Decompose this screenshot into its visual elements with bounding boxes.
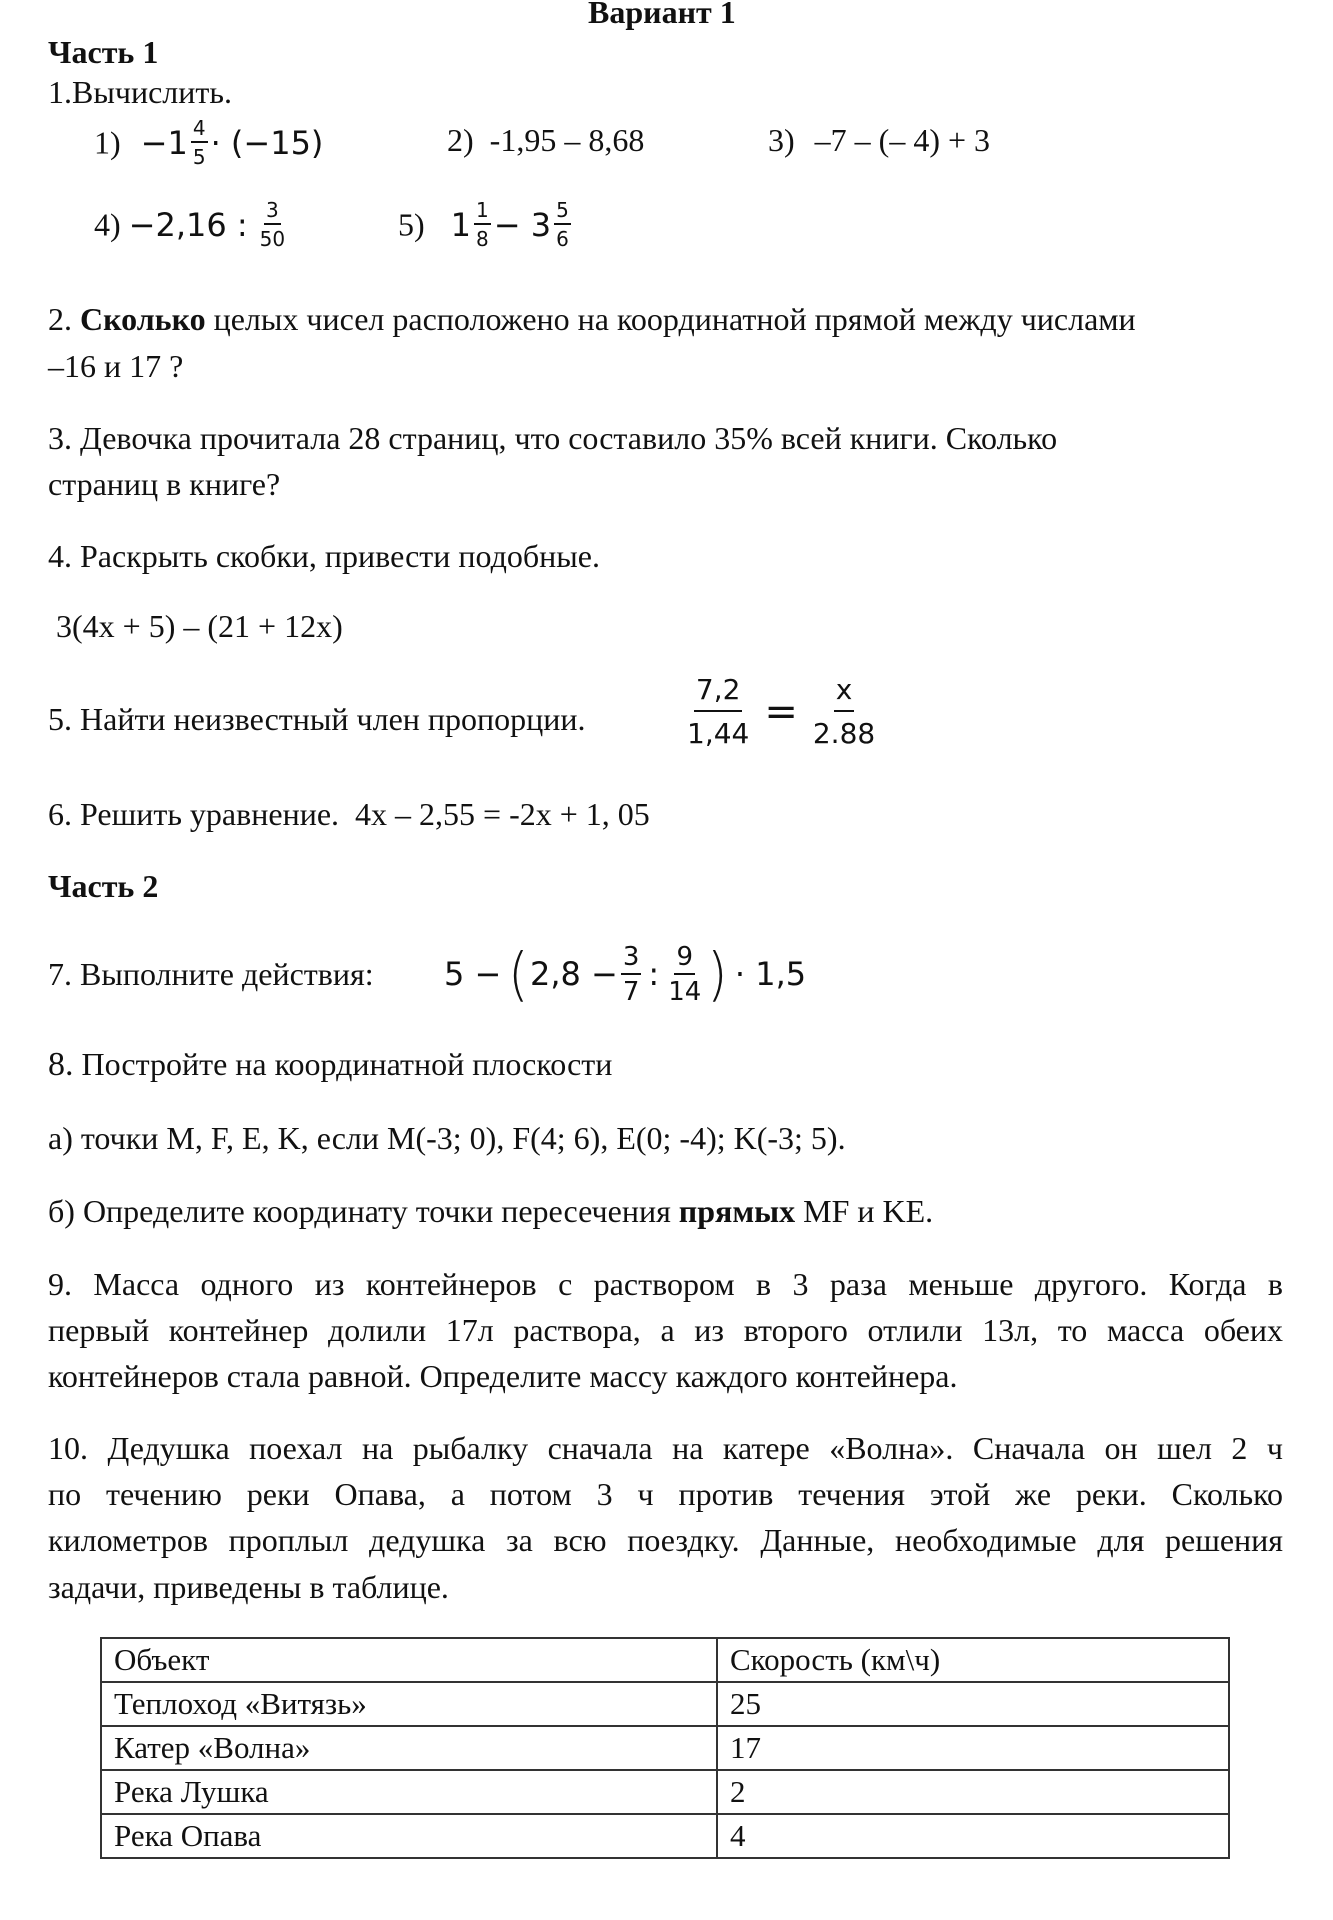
- item5-expression: [451, 200, 574, 249]
- speed-table: [100, 1637, 1230, 1859]
- table-cell: Катер «Волна»: [101, 1726, 717, 1770]
- part2-heading: Часть 2: [48, 868, 159, 904]
- item-number: 1): [94, 124, 121, 161]
- fraction-numerator: 3: [621, 944, 642, 975]
- fraction-numerator: x: [834, 676, 855, 712]
- task7-label: 7. Выполните действия:: [48, 956, 374, 992]
- fraction-numerator: 7,2: [694, 676, 743, 712]
- task7-tail: · 1,5: [734, 955, 807, 993]
- task10-line1: 10. Дедушка поехал на рыбалку сначала на катере «Волна». Сначала он шел 2 ч: [48, 1430, 1283, 1466]
- task7-fraction2: [666, 941, 703, 1007]
- task4-label: 4. Раскрыть скобки, привести подобные.: [48, 538, 600, 574]
- task2-line1: [48, 297, 1136, 341]
- table-cell: 4: [717, 1814, 1229, 1858]
- table-header-cell: Объект: [101, 1638, 717, 1682]
- item1-tail: · (−15): [210, 123, 324, 162]
- task8-line: [48, 1042, 612, 1087]
- table-cell: Река Опава: [101, 1814, 717, 1858]
- fraction-denominator: 8: [476, 227, 489, 251]
- fraction-numerator: 4: [191, 118, 208, 143]
- task2-text: целых чисел расположено на координатной прямой между числами: [213, 301, 1136, 337]
- fraction-numerator: 3: [264, 200, 281, 225]
- task6-equation: 4х – 2,55 = -2х + 1, 05: [355, 796, 650, 832]
- task10-line2: по течению реки Опава, а потом 3 ч против течения этой же реки. Сколько: [48, 1476, 1283, 1512]
- task1-item2: [447, 118, 644, 162]
- task5-proportion: [682, 673, 880, 750]
- task2-number: 2.: [48, 301, 72, 337]
- table-row: [101, 1770, 1229, 1814]
- table-cell: 2: [717, 1770, 1229, 1814]
- task6-line: [48, 792, 650, 836]
- task1-label: 1.Вычислить.: [48, 74, 232, 110]
- task4-expression: 3(4х + 5) – (21 + 12х): [56, 608, 343, 644]
- fraction-denominator: 50: [259, 227, 286, 251]
- table-cell: Теплоход «Витязь»: [101, 1682, 717, 1726]
- fraction-denominator: 6: [556, 227, 569, 251]
- task1-item5: [398, 200, 574, 249]
- item-number: 3): [768, 122, 795, 158]
- table-header-cell: Скорость (км\ч): [717, 1638, 1229, 1682]
- fraction-denominator: 1,44: [687, 717, 750, 750]
- task5-label: 5. Найти неизвестный член пропорции.: [48, 701, 586, 737]
- fraction-denominator: 5: [192, 145, 206, 169]
- task9-line1: 9. Масса одного из контейнеров с раствором в 3 раза меньше другого. Когда в: [48, 1266, 1283, 1302]
- open-paren: (: [508, 940, 529, 1008]
- proportion-left: [685, 673, 751, 750]
- table-row: [101, 1726, 1229, 1770]
- task7-colon: :: [648, 955, 660, 993]
- task8-part-b: [48, 1189, 933, 1233]
- item1-whole: −1: [140, 123, 188, 162]
- task7-inner: 2,8 −: [529, 955, 618, 993]
- item1-fraction: [191, 118, 208, 167]
- item5-whole1: 1: [450, 205, 472, 244]
- part1-heading: Часть 1: [48, 34, 159, 70]
- task1-item4: [94, 200, 290, 249]
- item5-fraction1: [474, 200, 491, 249]
- task8-b-lines: MF и KE.: [803, 1193, 934, 1229]
- task10-line3: километров проплыл дедушка за всю поездку. Данные, необходимые для решения: [48, 1522, 1283, 1558]
- task7-lead: 5 −: [444, 955, 502, 993]
- item4-expression: [129, 200, 290, 249]
- item-number: 5): [398, 206, 425, 243]
- task8-b-text: б) Определите координату точки пересечения: [48, 1193, 671, 1229]
- fraction-numerator: 1: [474, 200, 491, 225]
- variant-title: Вариант 1: [588, 0, 736, 30]
- task2-bold-word: Сколько: [80, 301, 206, 337]
- task8-number: 8.: [48, 1046, 74, 1083]
- task9-line3: контейнеров стала равной. Определите массу каждого контейнера.: [48, 1358, 958, 1394]
- item3-expression: –7 – (– 4) + 3: [814, 122, 991, 158]
- item4-fraction: [258, 200, 287, 249]
- fraction-denominator: 14: [668, 976, 702, 1007]
- task8-part-a: а) точки M, F, E, K, если M(-3; 0), F(4; 6), E(0; -4); K(-3; 5).: [48, 1120, 846, 1156]
- fraction-denominator: 2.88: [812, 717, 876, 750]
- task7-fraction1: [621, 941, 642, 1007]
- item2-expression: -1,95 – 8,68: [489, 122, 645, 158]
- task10-line4: задачи, приведены в таблице.: [48, 1569, 449, 1605]
- item-number: 4): [94, 206, 121, 243]
- item5-operator: − 3: [493, 205, 552, 244]
- proportion-equals: =: [764, 689, 798, 735]
- task1-item3: [768, 118, 990, 162]
- item5-fraction2: [554, 200, 571, 249]
- task3-line1: 3. Девочка прочитала 28 страниц, что составило 35% всей книги. Сколько: [48, 420, 1058, 456]
- table-cell: Река Лушка: [101, 1770, 717, 1814]
- table-row: [101, 1814, 1229, 1858]
- item-number: 2): [447, 122, 474, 158]
- table-row: [101, 1682, 1229, 1726]
- task1-item1: [94, 118, 323, 167]
- table-header-row: [101, 1638, 1229, 1682]
- task7-expression: [444, 934, 806, 1014]
- item4-lead: −2,16 :: [128, 205, 248, 244]
- task6-label: 6. Решить уравнение.: [48, 796, 340, 832]
- task8-label: Постройте на координатной плоскости: [81, 1046, 613, 1082]
- fraction-denominator: 7: [622, 976, 640, 1007]
- table-cell: 17: [717, 1726, 1229, 1770]
- proportion-right: [811, 673, 877, 750]
- task8-b-bold: прямых: [678, 1193, 796, 1229]
- item1-expression: [141, 118, 324, 167]
- table-cell: 25: [717, 1682, 1229, 1726]
- fraction-numerator: 9: [674, 944, 695, 975]
- close-paren: ): [707, 940, 728, 1008]
- fraction-numerator: 5: [554, 200, 571, 225]
- task3-line2: страниц в книге?: [48, 466, 281, 502]
- task2-line2: –16 и 17 ?: [48, 348, 184, 384]
- task9-line2: первый контейнер долили 17л раствора, а из второго отлили 13л, то масса обеих: [48, 1312, 1283, 1348]
